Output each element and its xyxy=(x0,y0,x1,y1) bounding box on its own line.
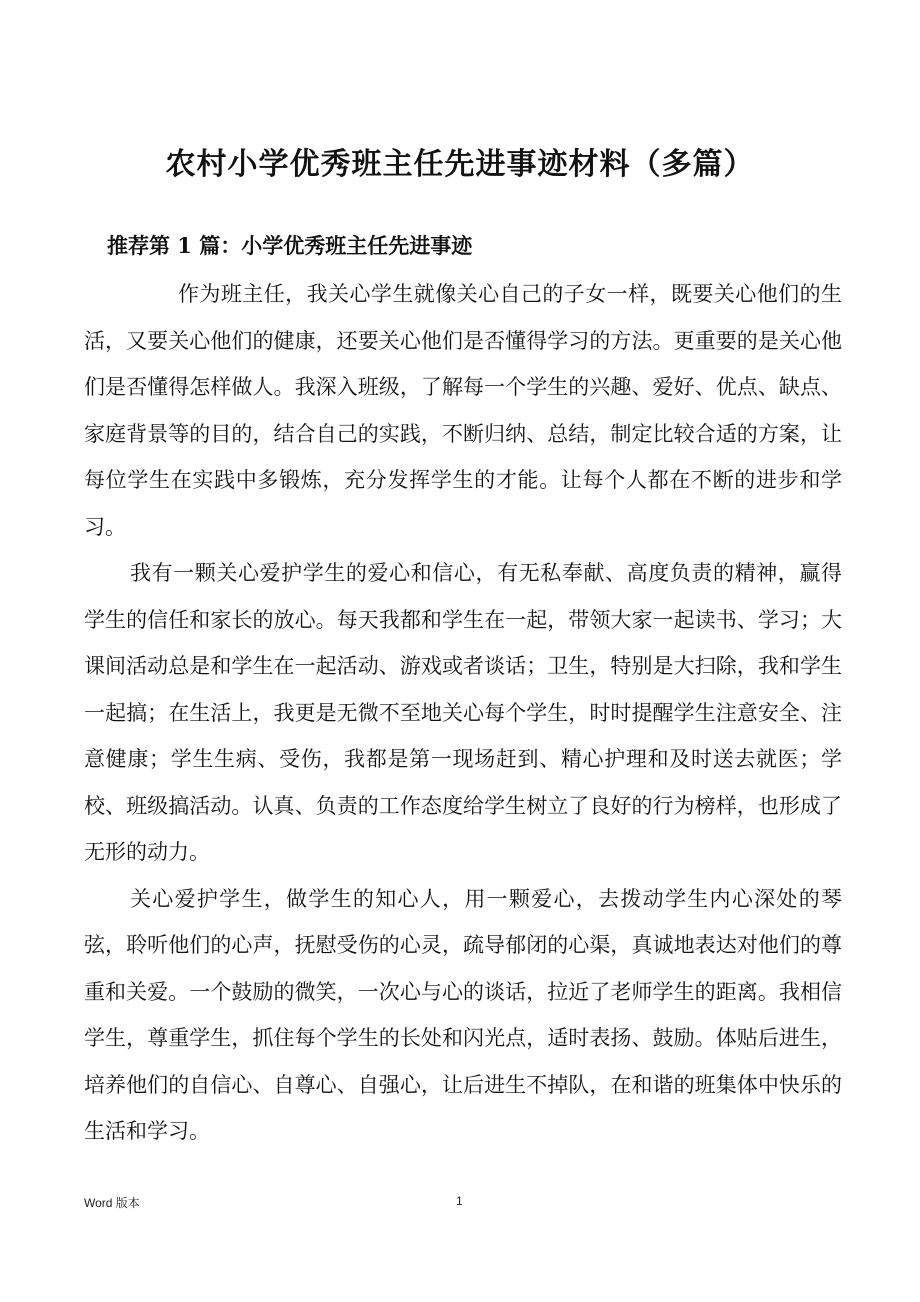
footer-page-number: 1 xyxy=(456,1194,463,1208)
footer-version-label: Word 版本 xyxy=(84,1196,140,1210)
document-body xyxy=(84,271,842,1155)
paragraph-1: 作为班主任，我关心学生就像关心自己的子女一样，既要关心他们的生活，又要关心他们的健康，还要关心他们是否懂得学习的方法。更重要的是关心他们是否懂得怎样做人。我深入班级，了解每一个学生的兴趣、爱好、优点、缺点、家庭背景等的目的，结合自己的实践，不断归纳、总结，制定比较合适的方案，让每位学生在实践中多锻炼，充分发挥学生的才能。让每个人都在不断的进步和学习。 xyxy=(84,282,842,539)
page-footer xyxy=(0,1194,920,1214)
document-title: 农村小学优秀班主任先进事迹材料（多篇） xyxy=(165,147,755,182)
paragraph-3: 关心爱护学生，做学生的知心人，用一颗爱心，去拨动学生内心深处的琴弦，聆听他们的心声，抚慰受伤的心灵，疏导郁闭的心渠，真诚地表达对他们的尊重和关爱。一个鼓励的微笑，一次心与心的谈话，拉近了老师学生的距离。我相信学生，尊重学生，抓住每个学生的长处和闪光点，适时表扬、鼓励。体贴后进生，培养他们的自信心、自尊心、自强心，让后进生不掉队，在和谐的班集体中快乐的生活和学习。 xyxy=(84,886,842,1143)
section-heading: 推荐第 1 篇：小学优秀班主任先进事迹 xyxy=(107,233,473,258)
paragraph-2: 我有一颗关心爱护学生的爱心和信心，有无私奉献、高度负责的精神，赢得学生的信任和家长的放心。每天我都和学生在一起，带领大家一起读书、学习；大课间活动总是和学生在一起活动、游戏或者谈话；卫生，特别是大扫除，我和学生一起搞；在生活上，我更是无微不至地关心每个学生，时时提醒学生注意安全、注意健康；学生生病、受伤，我都是第一现场赶到、精心护理和及时送去就医；学校、班级搞活动。认真、负责的工作态度给学生树立了良好的行为榜样，也形成了无形的动力。 xyxy=(84,561,842,864)
